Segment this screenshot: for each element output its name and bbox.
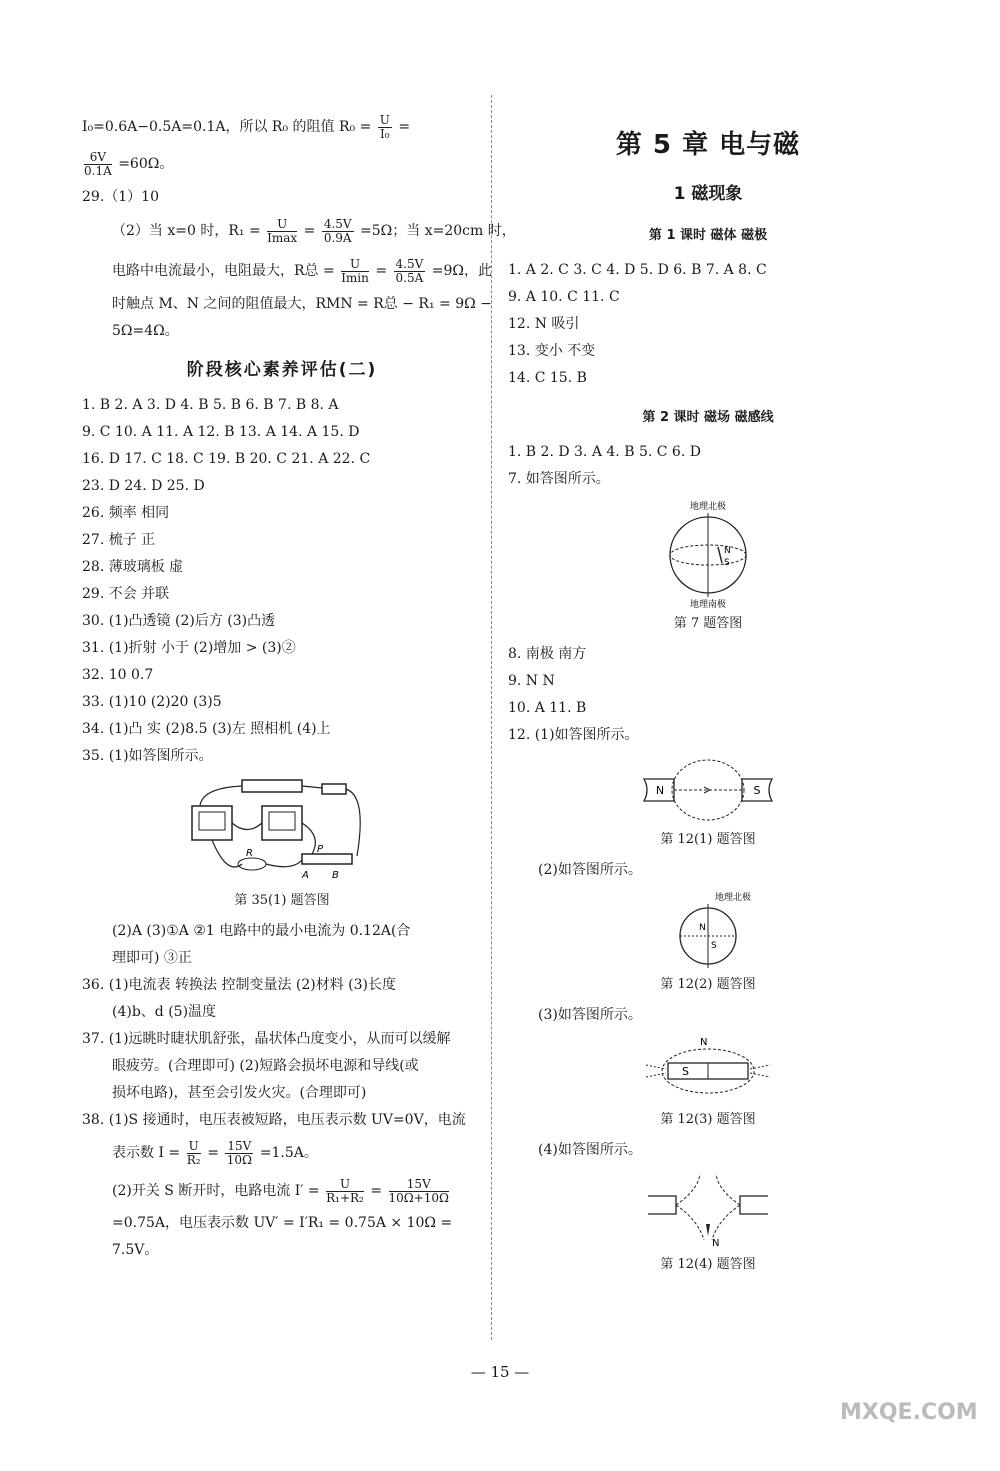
fraction	[84, 151, 112, 178]
numerator: 4.5V	[323, 216, 352, 231]
answer-line: 35. (1)如答图所示。	[82, 748, 213, 764]
answer-line: 1. B 2. D 3. A 4. B 5. C 6. D	[508, 444, 701, 460]
answer-line: 33. (1)10 (2)20 (3)5	[82, 694, 222, 710]
figure-caption: 第 12(4) 题答图	[660, 1257, 756, 1272]
text-span: =	[375, 263, 388, 279]
numerator: 15V	[227, 1138, 252, 1153]
answer-line: 9. C 10. A 11. A 12. B 13. A 14. A 15. D	[82, 424, 360, 440]
text-line	[82, 1172, 482, 1210]
answer-line: 27. 梳子 正	[82, 532, 156, 548]
answer-line: 眼疲劳。(合理即可) (2)短路会损坏电源和导线(或	[112, 1058, 419, 1074]
answer-line: 26. 频率 相同	[82, 505, 170, 521]
answer-line: 12. (1)如答图所示。	[508, 727, 639, 743]
figure-caption: 第 7 题答图	[673, 616, 743, 631]
answer-line: 14. C 15. B	[508, 370, 587, 386]
answer-line: 1. B 2. A 3. D 4. B 5. B 6. B 7. B 8. A	[82, 397, 339, 413]
figure-caption: 第 12(2) 题答图	[660, 977, 756, 992]
text-line	[82, 211, 516, 251]
answer-line: 9. A 10. C 11. C	[508, 289, 620, 305]
text-span: =5Ω；当 x=20cm 时，	[360, 223, 516, 239]
answer-line: 12. N 吸引	[508, 316, 580, 332]
text-span: （2）当 x=0 时，R₁ =	[112, 223, 261, 239]
magnet-field-lines-diagram-3	[638, 1035, 778, 1105]
left-column	[82, 110, 516, 1264]
numerator: 4.5V	[395, 256, 424, 271]
fraction	[187, 1140, 201, 1167]
page-number: — 15 —	[470, 1363, 530, 1381]
fraction	[225, 1140, 253, 1167]
text-span: =1.5A。	[259, 1145, 318, 1161]
numerator: U	[326, 1178, 364, 1192]
answer-line: (4)b、d (5)温度	[112, 1004, 217, 1020]
fraction	[267, 218, 297, 245]
fig12-4-n-label: N	[712, 1238, 720, 1249]
answer-line: 7.5V。	[112, 1242, 159, 1258]
denominator: R₂	[186, 1152, 201, 1167]
text-line: 时触点 M、N 之间的阻值最大，RMN = R总 − R₁ = 9Ω −	[112, 296, 492, 312]
answer-line: 理即可) ③正	[112, 950, 192, 966]
numerator: U	[267, 218, 297, 232]
answer-line: (2)A (3)①A ②1 电路中的最小电流为 0.12A(合	[112, 923, 411, 939]
compass-figure	[508, 890, 908, 974]
text-span: =9Ω，此	[431, 263, 492, 279]
answer-line: 28. 薄玻璃板 虚	[82, 559, 184, 575]
fraction	[341, 258, 369, 285]
fig7-n-label: N	[724, 546, 731, 556]
answer-line: 23. D 24. D 25. D	[82, 478, 205, 494]
fig12-2-n-label: N	[699, 923, 706, 933]
fig12-1-s-label: S	[753, 784, 761, 797]
text-line	[82, 110, 482, 144]
answer-line: 37. (1)远眺时睫状肌舒张，晶状体凸度变小，从而可以缓解	[82, 1031, 451, 1047]
right-column	[508, 110, 908, 1282]
fraction	[326, 1178, 364, 1205]
figure-caption: 第 12(3) 题答图	[660, 1112, 756, 1127]
fig12-3-n-label: N	[700, 1037, 708, 1048]
period-title: 第 2 课时 磁场 磁感线	[642, 410, 774, 425]
chapter-title: 第 5 章 电与磁	[615, 130, 801, 160]
svg-text:P: P	[317, 844, 324, 855]
numerator: 15V	[389, 1178, 450, 1192]
numerator: U	[341, 258, 369, 272]
fraction	[322, 218, 354, 245]
bar-magnet-figure	[508, 1035, 908, 1109]
denominator: Imax	[267, 230, 298, 245]
text-line: 5Ω=4Ω。	[112, 323, 179, 339]
opposing-magnets-figure	[508, 1170, 908, 1254]
magnet-field-lines-diagram-4	[638, 1170, 778, 1250]
text-line	[82, 251, 492, 291]
denominator: R₁+R₂	[326, 1190, 364, 1205]
fig7-bottom-label: 地理南极	[689, 600, 727, 609]
svg-text:R: R	[246, 848, 253, 859]
answer-line: 31. (1)折射 小于 (2)增加 > (3)②	[82, 640, 296, 656]
fig12-3-s-label: S	[682, 1065, 689, 1078]
answer-line: 损坏电路)，甚至会引发火灾。(合理即可)	[112, 1085, 367, 1101]
answer-line: =0.75A，电压表示数 UV′ = I′R₁ = 0.75A × 10Ω =	[112, 1215, 453, 1231]
numerator: U	[188, 1138, 199, 1153]
fig7-top-label: 地理北极	[689, 502, 727, 512]
lesson-title: 1 磁现象	[673, 184, 743, 204]
magnet-field-lines-diagram-1	[638, 755, 778, 825]
answer-line: 30. (1)凸透镜 (2)后方 (3)凸透	[82, 613, 276, 629]
denominator: 10Ω+10Ω	[388, 1190, 450, 1205]
text-span: =	[398, 119, 411, 135]
answer-line: 7. 如答图所示。	[508, 471, 610, 487]
watermark: MXQE.COM	[840, 1400, 978, 1425]
bar-magnets-figure	[508, 755, 908, 829]
answer-line: (4)如答图所示。	[538, 1142, 642, 1158]
denominator: 0.5A	[395, 270, 424, 285]
denominator: 0.1A	[84, 163, 112, 178]
answer-line: (3)如答图所示。	[538, 1007, 642, 1023]
text-span: =	[303, 223, 316, 239]
answer-line: 9. N N	[508, 673, 555, 689]
earth-magnetic-field-diagram	[648, 499, 768, 609]
denominator: I₀	[380, 126, 390, 141]
denominator: 10Ω	[226, 1152, 252, 1167]
fraction	[394, 258, 426, 285]
denominator: Imin	[341, 270, 369, 285]
answer-line: 16. D 17. C 18. C 19. B 20. C 21. A 22. C	[82, 451, 371, 467]
numerator: 6V	[84, 151, 112, 165]
numerator: U	[379, 112, 390, 127]
answer-line: 36. (1)电流表 转换法 控制变量法 (2)材料 (3)长度	[82, 977, 397, 993]
fraction	[378, 114, 392, 141]
text-line: 29.（1）10	[82, 189, 159, 205]
denominator: 0.9A	[323, 230, 352, 245]
fig7-s-label: S	[724, 558, 730, 568]
section-title: 阶段核心素养评估(二)	[186, 360, 378, 380]
figure-caption: 第 35(1) 题答图	[234, 893, 330, 908]
answer-line: 10. A 11. B	[508, 700, 587, 716]
text-span: =	[370, 1183, 383, 1199]
text-span: (2)开关 S 断开时，电路电流 I′ =	[112, 1183, 320, 1199]
figure-caption: 第 12(1) 题答图	[660, 832, 756, 847]
answer-line: 34. (1)凸 实 (2)8.5 (3)左 照相机 (4)上	[82, 721, 331, 737]
text-span: =60Ω。	[118, 156, 174, 172]
answer-line: 32. 10 0.7	[82, 667, 154, 683]
fig12-1-n-label: N	[655, 784, 665, 797]
circuit-diagram	[182, 776, 382, 886]
answer-line: 13. 变小 不变	[508, 343, 596, 359]
fraction	[389, 1178, 450, 1205]
answer-line: 38. (1)S 接通时，电压表被短路，电压表示数 UV=0V，电流	[82, 1112, 466, 1128]
answer-line: 29. 不会 并联	[82, 586, 170, 602]
earth-field-figure	[508, 499, 908, 613]
earth-compass-diagram	[653, 890, 763, 970]
text-span: I₀=0.6A−0.5A=0.1A，所以 R₀ 的阻值 R₀ =	[82, 119, 372, 135]
text-line	[82, 144, 482, 184]
text-line	[82, 1134, 482, 1172]
text-span: 表示数 I =	[112, 1145, 181, 1161]
svg-text:B: B	[332, 870, 339, 881]
circuit-figure	[82, 776, 482, 890]
text-span: =	[207, 1145, 219, 1161]
answer-line: 8. 南极 南方	[508, 646, 587, 662]
answer-line: 1. A 2. C 3. C 4. D 5. D 6. B 7. A 8. C	[508, 262, 767, 278]
answer-line: (2)如答图所示。	[538, 862, 642, 878]
period-title: 第 1 课时 磁体 磁极	[648, 228, 768, 243]
svg-text:A: A	[302, 870, 309, 881]
fig12-2-label: 地理北极	[714, 893, 752, 903]
fig12-2-s-label: S	[711, 941, 717, 951]
text-span: 电路中电流最小，电阻最大，R总 =	[112, 263, 335, 279]
